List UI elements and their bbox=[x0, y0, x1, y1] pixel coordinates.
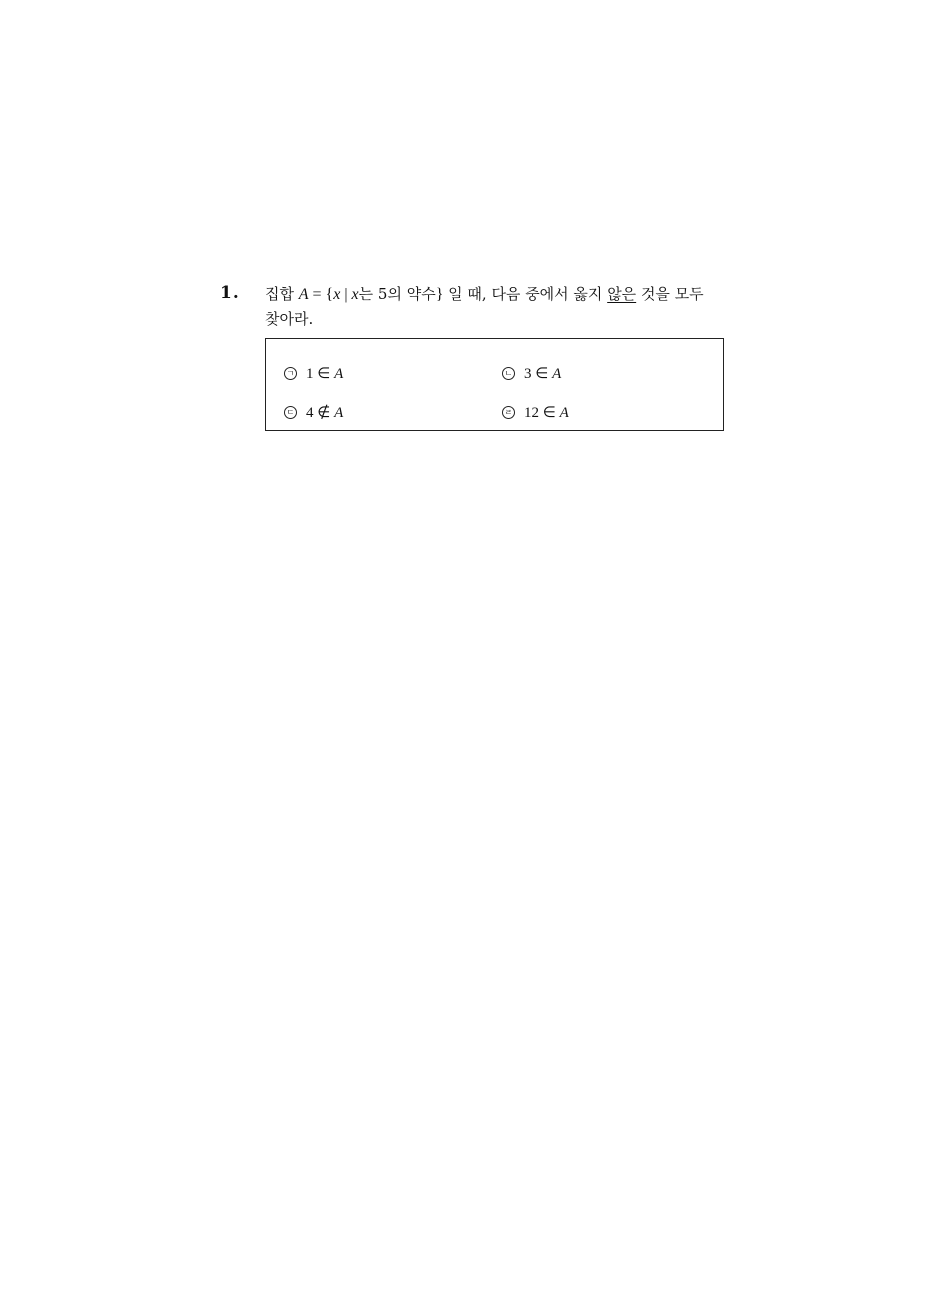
choice-relation: ∈ bbox=[535, 366, 549, 382]
equals-brace: = { bbox=[308, 286, 334, 303]
choice-item[interactable] bbox=[284, 403, 343, 422]
choices-box bbox=[265, 338, 724, 431]
choice-set: A bbox=[334, 405, 344, 421]
set-definition bbox=[299, 286, 359, 303]
choice-expression bbox=[306, 403, 343, 422]
choice-set: A bbox=[559, 405, 569, 421]
emphasis-text: 않은 bbox=[607, 285, 637, 303]
problem-stem bbox=[265, 282, 730, 332]
stem-middle: 일 때, 다음 중에서 옳지 bbox=[443, 285, 608, 303]
choice-expression bbox=[524, 364, 561, 383]
set-variable-2: x bbox=[351, 286, 359, 303]
choice-number: 12 bbox=[524, 405, 539, 421]
circled-nieun-icon: ㄴ bbox=[502, 367, 515, 380]
such-that-bar: | bbox=[340, 286, 352, 303]
choice-number: 3 bbox=[524, 366, 532, 382]
choice-relation: ∈ bbox=[542, 405, 556, 421]
choice-number: 4 bbox=[306, 405, 314, 421]
choice-relation: ∉ bbox=[317, 405, 331, 421]
problem-number: 1. bbox=[220, 283, 240, 303]
close-brace: } bbox=[435, 286, 444, 303]
set-condition: 는 5의 약수 bbox=[358, 285, 436, 303]
choice-item[interactable] bbox=[502, 403, 569, 422]
choice-set: A bbox=[552, 366, 562, 382]
stem-end: 것을 모두 bbox=[636, 285, 704, 303]
stem-prefix: 집합 bbox=[265, 285, 299, 303]
circled-digeut-icon: ㄷ bbox=[284, 406, 297, 419]
choice-relation: ∈ bbox=[317, 366, 331, 382]
choice-expression bbox=[306, 364, 343, 383]
choice-item[interactable] bbox=[284, 364, 343, 383]
choice-item[interactable] bbox=[502, 364, 561, 383]
set-variable: x bbox=[333, 286, 341, 303]
stem-line-2: 찾아라. bbox=[265, 310, 314, 328]
set-name: A bbox=[298, 286, 309, 303]
circled-giyeok-icon: ㄱ bbox=[284, 367, 297, 380]
choice-set: A bbox=[334, 366, 344, 382]
circled-rieul-icon: ㄹ bbox=[502, 406, 515, 419]
choice-number: 1 bbox=[306, 366, 314, 382]
choice-expression bbox=[524, 403, 569, 422]
